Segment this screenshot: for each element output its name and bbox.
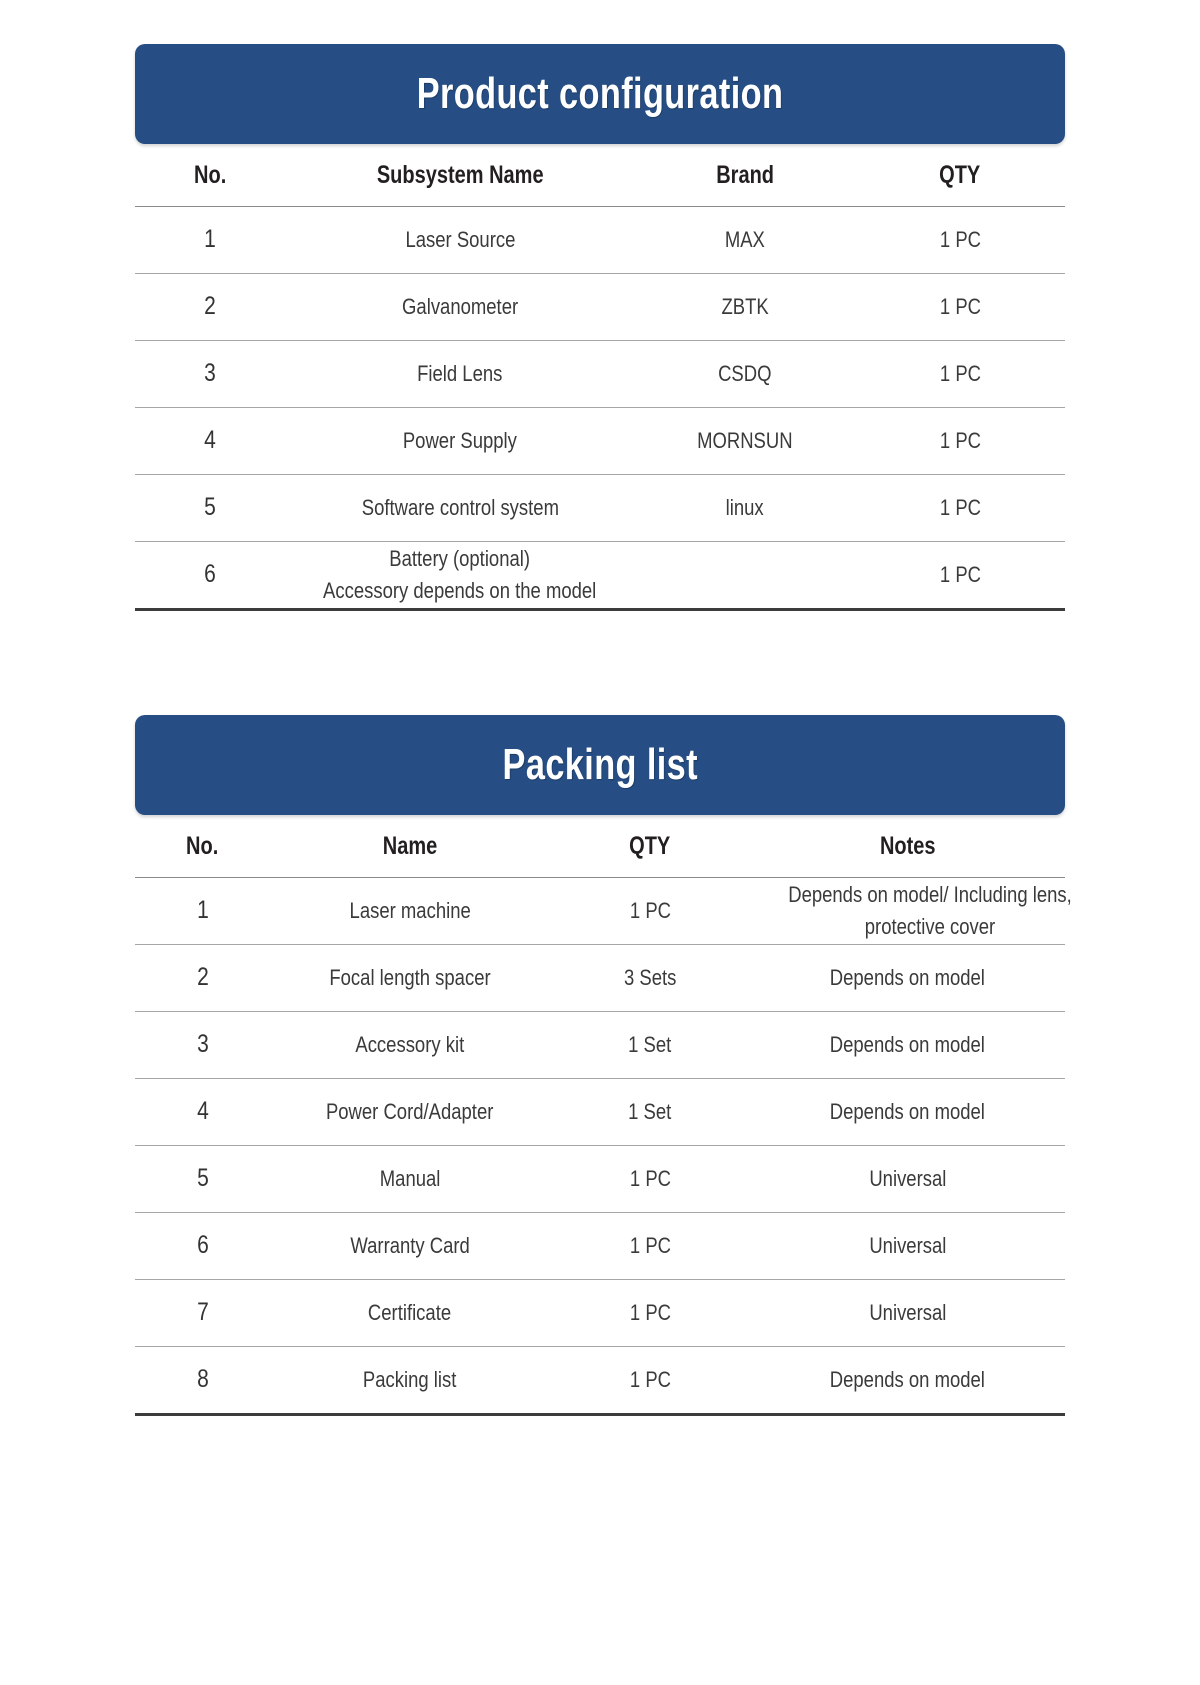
table-row [135, 878, 1065, 945]
cell-no: 5 [204, 493, 216, 522]
product-configuration-banner [135, 44, 1065, 144]
cell-brand: MAX [724, 227, 766, 253]
cell-name: Packing list [363, 1367, 457, 1393]
column-header-no: No. [135, 815, 270, 878]
cell-subsystem-name [285, 542, 635, 609]
cell-notes: Universal [868, 1233, 947, 1259]
table-row [135, 1280, 1065, 1347]
cell-subsystem-name: Software control system [361, 495, 559, 521]
table-row [135, 1347, 1065, 1414]
cell-no: 4 [204, 426, 216, 455]
cell-qty: 1 PC [629, 1300, 671, 1326]
cell-name: Accessory kit [355, 1032, 465, 1058]
cell-name: Manual [379, 1166, 441, 1192]
cell-subsystem-name: Laser Source [405, 227, 515, 253]
cell-qty: 1 PC [629, 898, 671, 924]
table-row [135, 274, 1065, 341]
table-header-row [135, 144, 1065, 207]
section-packing-list [135, 611, 1072, 1416]
cell-subsystem-name-line2: Accessory depends on the model [323, 578, 597, 603]
column-header-qty: QTY [855, 144, 1065, 207]
packing-list-title: Packing list [502, 740, 698, 789]
cell-subsystem-name: Field Lens [417, 361, 503, 387]
cell-notes: Depends on model [829, 1032, 986, 1058]
cell-notes: Universal [868, 1166, 947, 1192]
table-row [135, 542, 1065, 609]
cell-no: 2 [196, 963, 209, 992]
cell-no: 2 [204, 292, 216, 321]
table-row [135, 207, 1065, 274]
cell-subsystem-name: Galvanometer [401, 294, 519, 320]
table-row [135, 1213, 1065, 1280]
product-configuration-title: Product configuration [416, 69, 784, 118]
cell-no: 1 [204, 225, 216, 254]
table-header-row [135, 815, 1065, 878]
cell-brand [635, 542, 855, 609]
cell-no: 6 [204, 560, 216, 589]
cell-brand: linux [725, 495, 765, 521]
cell-name: Certificate [368, 1300, 452, 1326]
cell-notes: Universal [868, 1300, 947, 1326]
cell-brand: CSDQ [718, 361, 772, 387]
cell-subsystem-name-line1: Battery (optional) [389, 546, 531, 572]
cell-no: 4 [196, 1097, 209, 1126]
cell-qty: 1 PC [629, 1367, 671, 1393]
table-row [135, 1146, 1065, 1213]
table-bottom-rule [135, 1413, 1065, 1416]
product-configuration-table [135, 144, 1065, 608]
cell-brand: ZBTK [721, 294, 769, 320]
cell-no: 6 [196, 1231, 209, 1260]
cell-no: 7 [196, 1298, 209, 1327]
cell-notes: Depends on model [829, 1099, 986, 1125]
cell-subsystem-name: Power Supply [402, 428, 518, 454]
column-header-brand: Brand [635, 144, 855, 207]
packing-list-banner [135, 715, 1065, 815]
cell-qty: 1 PC [939, 227, 981, 253]
table-row [135, 1012, 1065, 1079]
column-header-name: Name [270, 815, 550, 878]
column-header-qty: QTY [550, 815, 750, 878]
cell-notes: Depends on model [829, 965, 986, 991]
column-header-subsystem-name: Subsystem Name [285, 144, 635, 207]
cell-no: 3 [196, 1030, 209, 1059]
cell-brand: MORNSUN [697, 428, 793, 454]
table-row [135, 408, 1065, 475]
cell-no: 5 [196, 1164, 209, 1193]
table-row [135, 341, 1065, 408]
packing-list-table [135, 815, 1072, 1413]
section-product-configuration [135, 0, 1065, 611]
cell-no: 3 [204, 359, 216, 388]
cell-qty: 1 PC [939, 495, 981, 521]
cell-qty: 1 Set [628, 1099, 672, 1125]
table-row [135, 475, 1065, 542]
cell-name: Focal length spacer [329, 965, 491, 991]
cell-name: Power Cord/Adapter [326, 1099, 494, 1125]
column-header-notes: Notes [750, 815, 1065, 878]
cell-qty: 3 Sets [623, 965, 677, 991]
cell-notes: Depends on model/ Including lens, protective cover [788, 882, 1072, 939]
cell-qty: 1 PC [939, 361, 981, 387]
column-header-no: No. [135, 144, 285, 207]
cell-no: 1 [196, 896, 209, 925]
cell-qty: 1 PC [939, 562, 981, 588]
cell-name: Warranty Card [350, 1233, 470, 1259]
table-row [135, 1079, 1065, 1146]
cell-no: 8 [196, 1365, 209, 1394]
cell-qty: 1 PC [629, 1233, 671, 1259]
table-row [135, 945, 1065, 1012]
cell-qty: 1 PC [939, 294, 981, 320]
cell-qty: 1 PC [939, 428, 981, 454]
cell-qty: 1 Set [628, 1032, 672, 1058]
cell-name: Laser machine [349, 898, 471, 924]
cell-notes: Depends on model [829, 1367, 986, 1393]
cell-qty: 1 PC [629, 1166, 671, 1192]
